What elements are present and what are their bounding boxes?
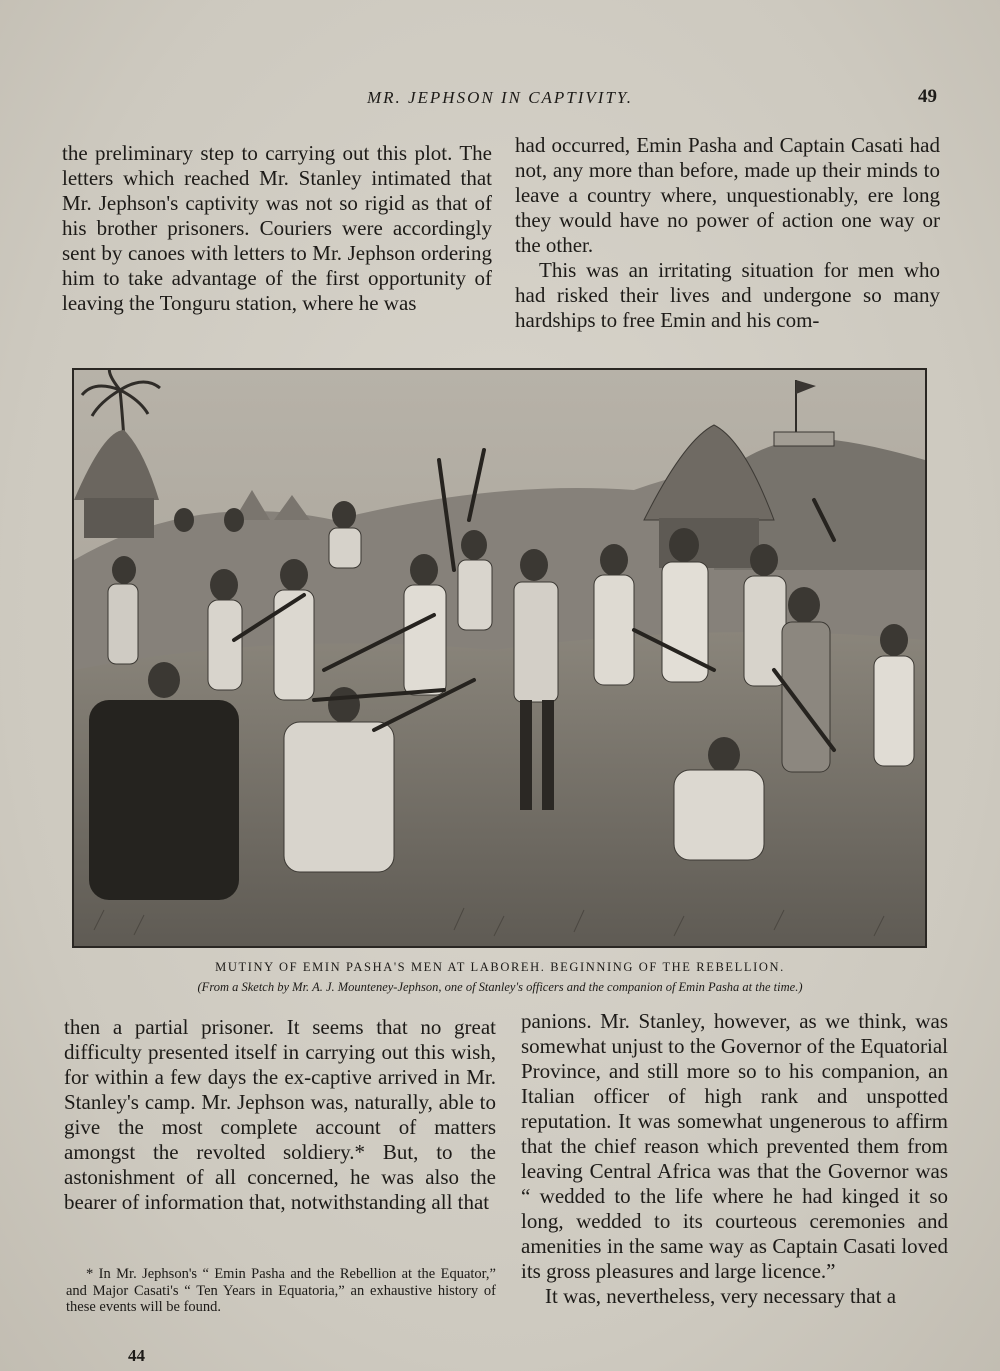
paragraph: This was an irritating situation for men who had risked their lives and undergone so many hardships to free Emin and his com- bbox=[515, 258, 940, 332]
text-column-bottom-left bbox=[64, 1015, 496, 1215]
illustration-caption: MUTINY OF EMIN PASHA'S MEN AT LABOREH. BEGINNING OF THE REBELLION. bbox=[215, 960, 785, 974]
footnote bbox=[66, 1266, 496, 1316]
footnote-text: * In Mr. Jephson's “ Emin Pasha and the Rebellion at the Equator,” and Major Casati's “ Ten Years in Equatoria,” an exhaustive history of these events will be found. bbox=[66, 1266, 496, 1315]
running-title: MR. JEPHSON IN CAPTIVITY. bbox=[366, 88, 634, 107]
text-column-top-left bbox=[62, 141, 492, 316]
illustration-credit: (From a Sketch by Mr. A. J. Mounteney-Jephson, one of Stanley's officers and the companion of Emin Pasha at the time.) bbox=[197, 980, 803, 994]
text-column-bottom-right bbox=[521, 1009, 948, 1309]
text-column-top-right bbox=[515, 133, 940, 333]
paragraph: had occurred, Emin Pasha and Captain Casati had not, any more than before, made up their minds to leave a country where, unquestionably, ere long they would have no power of action one way or the other. bbox=[515, 133, 940, 257]
paragraph: then a partial prisoner. It seems that no great difficulty presented itself in carrying out this wish, for within a few days the ex-captive arrived in Mr. Stanley's camp. Mr. Jephson was, naturally, able to give the most complete account of matters amongst the revolted soldiery.* But, to the astonishment of all concerned, he was also the bearer of information that, notwithstanding all that bbox=[64, 1015, 496, 1214]
signature-mark: 44 bbox=[128, 1346, 145, 1365]
engraving-illustration bbox=[72, 368, 927, 948]
paragraph: the preliminary step to carrying out this plot. The letters which reached Mr. Stanley intimated that Mr. Jephson's captivity was not so rigid as that of his brother prisoners. Couriers were accordingly sent by canoes with letters to Mr. Jephson ordering him to take advantage of the first opportunity of leaving the Tonguru station, where he was bbox=[62, 141, 492, 315]
paragraph: panions. Mr. Stanley, however, as we think, was somewhat unjust to the Governor of the Equatorial Province, and still more so to his companion, an Italian officer of high rank and unspotted reputation. It was somewhat ungenerous to affirm that the chief reason which prevented them from leaving Central Africa was that the Governor was “ wedded to the life where he had kinged it so long, wedded to its courteous ceremonies and amenities in the same way as Captain Casati loved its gross pleasures and large licence.” bbox=[521, 1009, 948, 1283]
page-number: 49 bbox=[918, 86, 937, 107]
paragraph: It was, nevertheless, very necessary that a bbox=[545, 1284, 897, 1308]
